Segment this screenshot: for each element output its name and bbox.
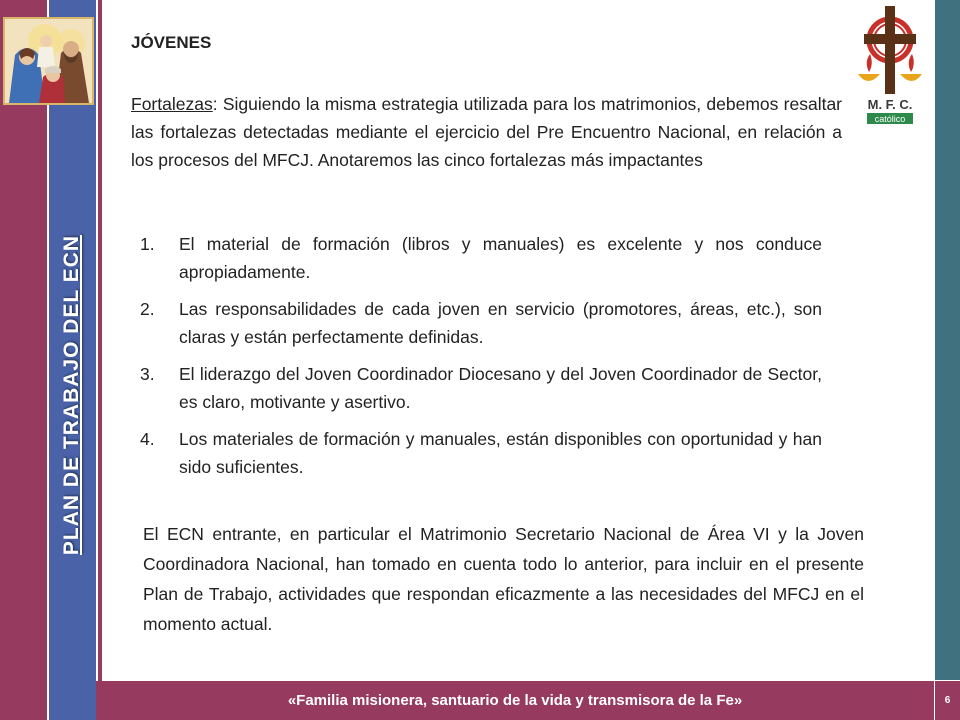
right-teal-band (935, 0, 960, 680)
closing-paragraph: El ECN entrante, en particular el Matrimonio Secretario Nacional de Área VI y la Joven Coordinadora Nacional, han tomado en cuenta todo lo anterior, para incluir en el presente Plan de Trabajo, actividades que respondan eficazmente a las necesidades del MFCJ en el momento actual. (143, 524, 864, 634)
sidebar-title: PLAN DE TRABAJO DEL ECN (60, 234, 83, 556)
logo-subtext: católico (874, 114, 906, 124)
list-item (140, 425, 822, 481)
intro-text: : Siguiendo la misma estrategia utilizada para los matrimonios, debemos resaltar las fortalezas detectadas mediante el ejercicio del Pre Encuentro Nacional, en relación a los procesos del MFCJ. Anotaremos las cinco fortalezas más impactantes (131, 94, 842, 170)
left-thin-band (98, 0, 102, 720)
page-number: 6 (935, 681, 960, 720)
left-maroon-band (0, 0, 47, 720)
logo-text: M. F. C. (867, 97, 913, 112)
list-item-number: 3. (140, 364, 155, 384)
holy-family-image (3, 17, 94, 105)
strengths-list (140, 230, 822, 490)
list-item-text: El liderazgo del Joven Coordinador Diocesano y del Joven Coordinador de Sector, es claro, motivante y asertivo. (179, 364, 822, 412)
list-item-number: 4. (140, 429, 155, 449)
list-item (140, 295, 822, 351)
list-item-text: El material de formación (libros y manuales) es excelente y nos conduce apropiadamente. (179, 234, 822, 282)
mfc-logo (850, 0, 930, 130)
intro-lead: Fortalezas (131, 94, 213, 114)
list-item-text: Los materiales de formación y manuales, están disponibles con oportunidad y han sido suficientes. (179, 429, 822, 477)
footer-motto: «Familia misionera, santuario de la vida y transmisora de la Fe» (96, 681, 934, 720)
list-item (140, 360, 822, 416)
intro-paragraph (131, 90, 842, 174)
list-item-number: 2. (140, 299, 155, 319)
list-item-number: 1. (140, 234, 155, 254)
list-item-text: Las responsabilidades de cada joven en servicio (promotores, áreas, etc.), son claras y están perfectamente definidas. (179, 299, 822, 347)
section-heading: JÓVENES (131, 33, 212, 52)
list-item (140, 230, 822, 286)
